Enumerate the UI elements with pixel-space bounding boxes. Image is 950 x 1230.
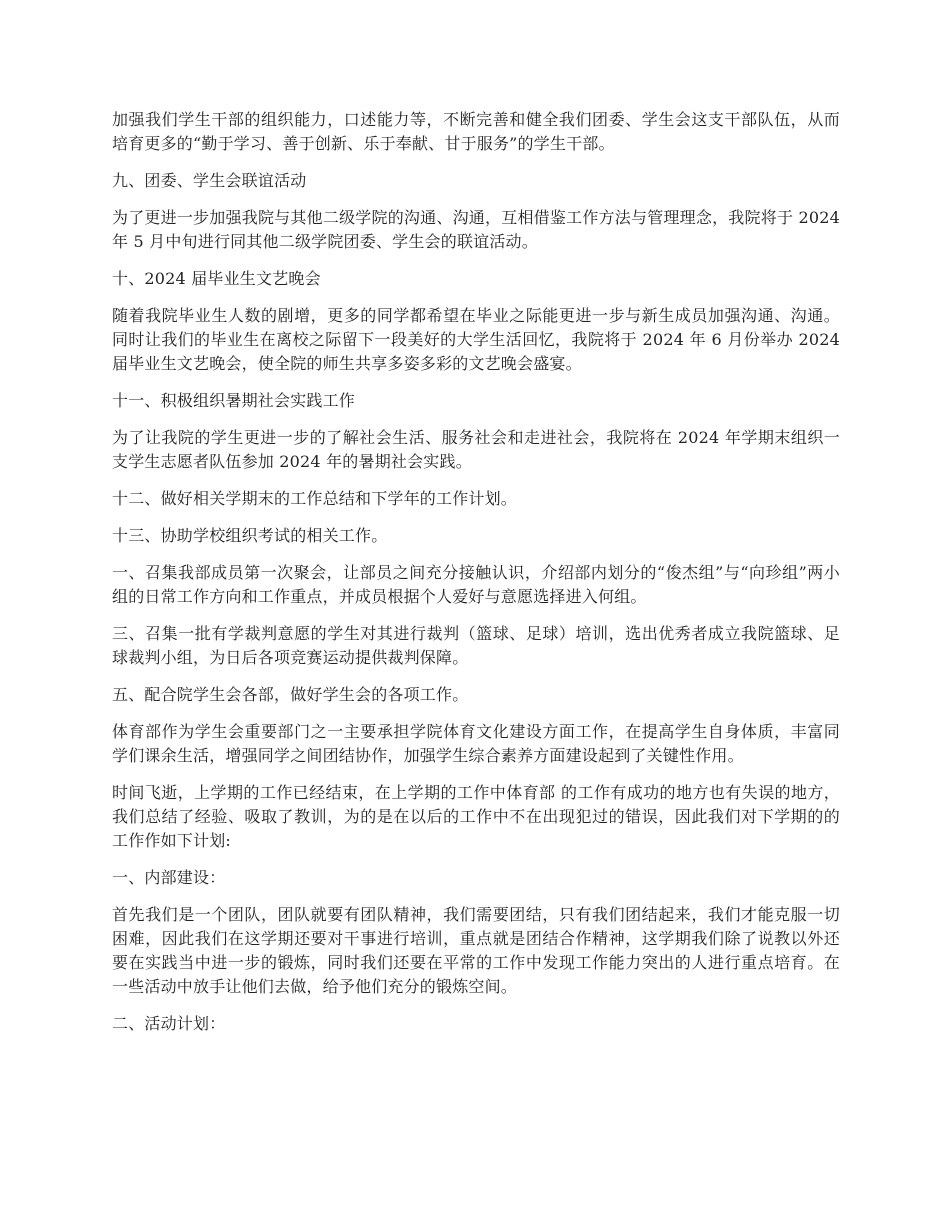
paragraph-5: 体育部作为学生会重要部门之一主要承担学院体育文化建设方面工作，在提高学生自身体质，丰富同学们课余生活，增强同学之间团结协作，加强学生综合素养方面建设起到了关键性作用。 [112,722,840,765]
paragraph-2: 为了更进一步加强我院与其他二级学院的沟通、沟通，互相借鉴工作方法与管理理念，我院将于 2024 年 5 月中旬进行同其他二级学院团委、学生会的联谊活动。 [112,208,840,251]
section-heading-10: 十、2024 届毕业生文艺晚会 [112,269,321,288]
section-heading-13: 十三、协助学校组织考试的相关工作。 [112,526,388,545]
paragraph-7: 首先我们是一个团队，团队就要有团队精神，我们需要团结，只有我们团结起来，我们才能克服一切困难，因此我们在这学期还要对干事进行培训，重点就是团结合作精神，这学期我们除了说教以外还要在实践当中进一步的锻炼，同时我们还要在平常的工作中发现工作能力突出的人进行重点培育。在一些活动中放手让他们去做，给予他们充分的锻炼空间。 [112,905,840,996]
paragraph-3: 随着我院毕业生人数的剧增，更多的同学都希望在毕业之际能更进一步与新生成员加强沟通、沟通。同时让我们的毕业生在离校之际留下一段美好的大学生活回忆，我院将于 2024 年 6 月份举办 2024 届毕业生文艺晚会，使全院的师生共享多姿多彩的文艺晚会盛宴。 [112,306,840,373]
section-heading-12: 十二、做好相关学期末的工作总结和下学年的工作计划。 [112,489,518,508]
document-body [112,108,840,1049]
paragraph-1: 加强我们学生干部的组织能力，口述能力等，不断完善和健全我们团委、学生会这支干部队伍，从而培育更多的“勤于学习、善于创新、乐于奉献、甘于服务”的学生干部。 [112,110,840,153]
list-item-3: 三、召集一批有学裁判意愿的学生对其进行裁判（篮球、足球）培训，选出优秀者成立我院篮球、足球裁判小组，为日后各项竞赛运动提供裁判保障。 [112,624,840,667]
paragraph-6: 时间飞逝，上学期的工作已经结束，在上学期的工作中体育部 的工作有成功的地方也有失误的地方，我们总结了经验、吸取了教训，为的是在以后的工作中不在出现犯过的错误，因此我们对下学期的的工作作如下计划: [112,783,840,850]
list-item-1: 一、召集我部成员第一次聚会，让部员之间充分接触认识，介绍部内划分的“俊杰组”与“向珍组”两小组的日常工作方向和工作重点，并成员根据个人爱好与意愿选择进入何组。 [112,563,840,606]
section-heading-11: 十一、积极组织暑期社会实践工作 [112,391,356,410]
list-item-5: 五、配合院学生会各部，做好学生会的各项工作。 [112,685,469,704]
subheading-internal-building: 一、内部建设： [112,868,226,887]
paragraph-4: 为了让我院的学生更进一步的了解社会生活、服务社会和走进社会，我院将在 2024 年学期末组织一支学生志愿者队伍参加 2024 年的暑期社会实践。 [112,428,840,471]
subheading-activity-plan: 二、活动计划： [112,1014,226,1033]
section-heading-9: 九、团委、学生会联谊活动 [112,171,307,190]
